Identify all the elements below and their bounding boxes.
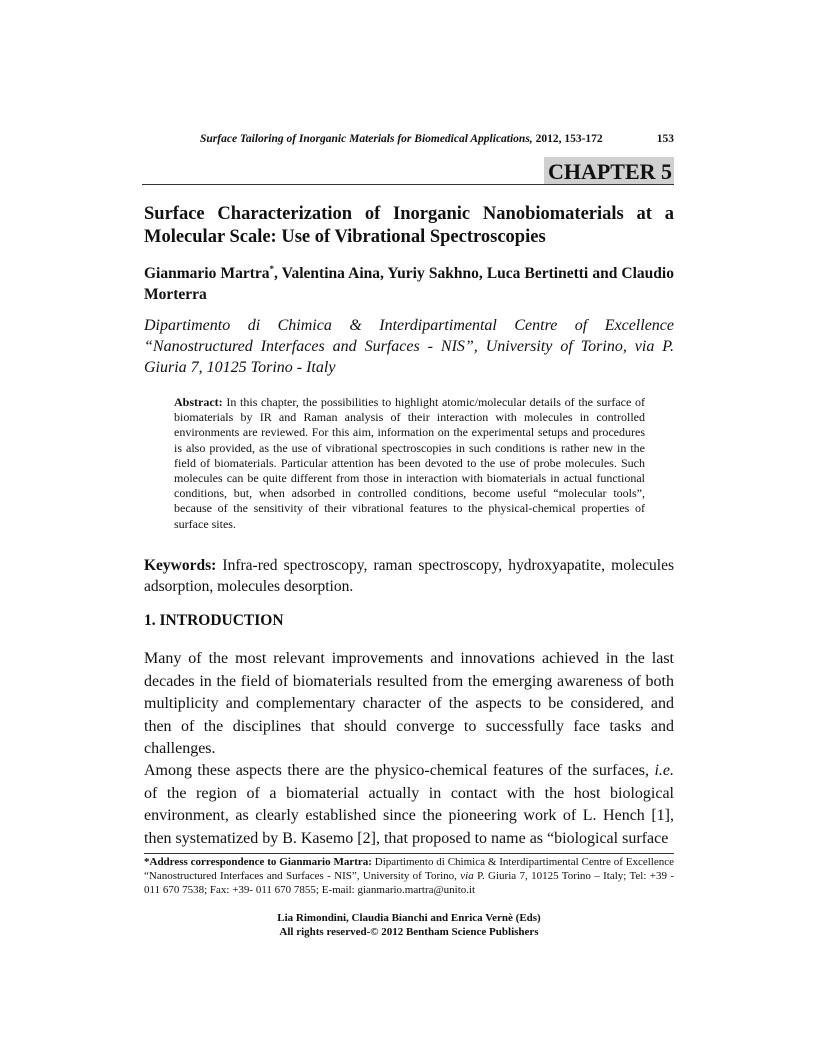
chapter-title: Surface Characterization of Inorganic Nanobiomaterials at a Molecular Scale: Use of Vibrational Spectroscopies [144, 204, 674, 247]
section-heading: 1. INTRODUCTION [144, 612, 284, 629]
author-list [144, 259, 674, 305]
abstract-label: Abstract: [174, 395, 223, 409]
footnote-label: *Address correspondence to Gianmario Martra: [144, 856, 372, 868]
footnote-rule [144, 853, 674, 854]
affiliation: Dipartimento di Chimica & Interdipartimental Centre of Excellence “Nanostructured Interfaces and Surfaces - NIS”, University of Torino, via P. Giuria 7, 10125 Torino - Italy [144, 317, 674, 376]
chapter-rule [142, 184, 674, 185]
running-header [200, 133, 674, 145]
keywords-text: Infra-red spectroscopy, raman spectroscopy, hydroxyapatite, molecules adsorption, molecules desorption. [144, 557, 674, 595]
other-authors: , Valentina Aina, Yuriy Sakhno, Luca Bertinetti and Claudio Morterra [144, 265, 674, 304]
editors-line: Lia Rimondini, Claudia Bianchi and Enrica Vernè (Eds) [277, 912, 541, 924]
keywords-label: Keywords: [144, 557, 217, 574]
chapter-label: CHAPTER 5 [544, 157, 674, 185]
corresponding-marker: * [269, 264, 274, 274]
body-paragraph-1: Many of the most relevant improvements and innovations achieved in the last decades in the field of biomaterials resulted from the emerging awareness of both multiplicity and complementary character of the aspects to be considered, and then of the disciplines that should converge to successfully face tasks and challenges. [144, 650, 674, 757]
paragraph2-ie: i.e. [654, 762, 674, 779]
body-paragraph-2 [144, 760, 674, 850]
corresponding-author: Gianmario Martra [144, 265, 270, 283]
journal-title: Surface Tailoring of Inorganic Materials for Biomedical Applications, [200, 133, 533, 145]
publisher-block [144, 911, 674, 939]
footnote-text-1: Dipartimento di Chimica & Interdipartimental Centre of Excellence “Nanostructured Interfaces and Surfaces - NIS”, University of Torino, [144, 856, 674, 882]
footnote-via: via [460, 870, 474, 882]
journal-pages: 2012, 153-172 [535, 133, 603, 145]
paragraph2-after: of the region of a biomaterial actually in contact with the host biological environment, as clearly established since the pioneering work of L. Hench [1], then systematized by B. Kasemo [2], that proposed to name as “biological surface [144, 784, 674, 847]
copyright-line: All rights reserved-© 2012 Bentham Science Publishers [279, 926, 539, 938]
abstract [174, 395, 645, 532]
abstract-text: In this chapter, the possibilities to highlight atomic/molecular details of the surface of biomaterials by IR and Raman analysis of their interaction with molecules in controlled environments are reviewed. For this aim, information on the experimental setups and procedures is also provided, as the use of vibrational spectroscopies in such conditions is rather new in the field of biomaterials. Particular attention has been devoted to the use of probe molecules. Such molecules can be quite different from those in interaction with biomaterials in actual functional conditions, but, when adsorbed in controlled conditions, become useful “molecular tools”, because of the sensitivity of their vibrational features to the physical-chemical properties of surface sites. [174, 395, 645, 531]
footnote-text-2: P. Giuria 7, 10125 Torino – Italy; Tel: +39 - 011 670 7538; Fax: +39- 011 670 7855; E-mail: gianmario.martra@unito.it [144, 870, 674, 896]
keywords [144, 555, 674, 597]
page-number: 153 [656, 133, 674, 145]
footnote [144, 855, 674, 897]
paragraph2-before: Among these aspects there are the physico-chemical features of the surfaces, [144, 762, 655, 779]
